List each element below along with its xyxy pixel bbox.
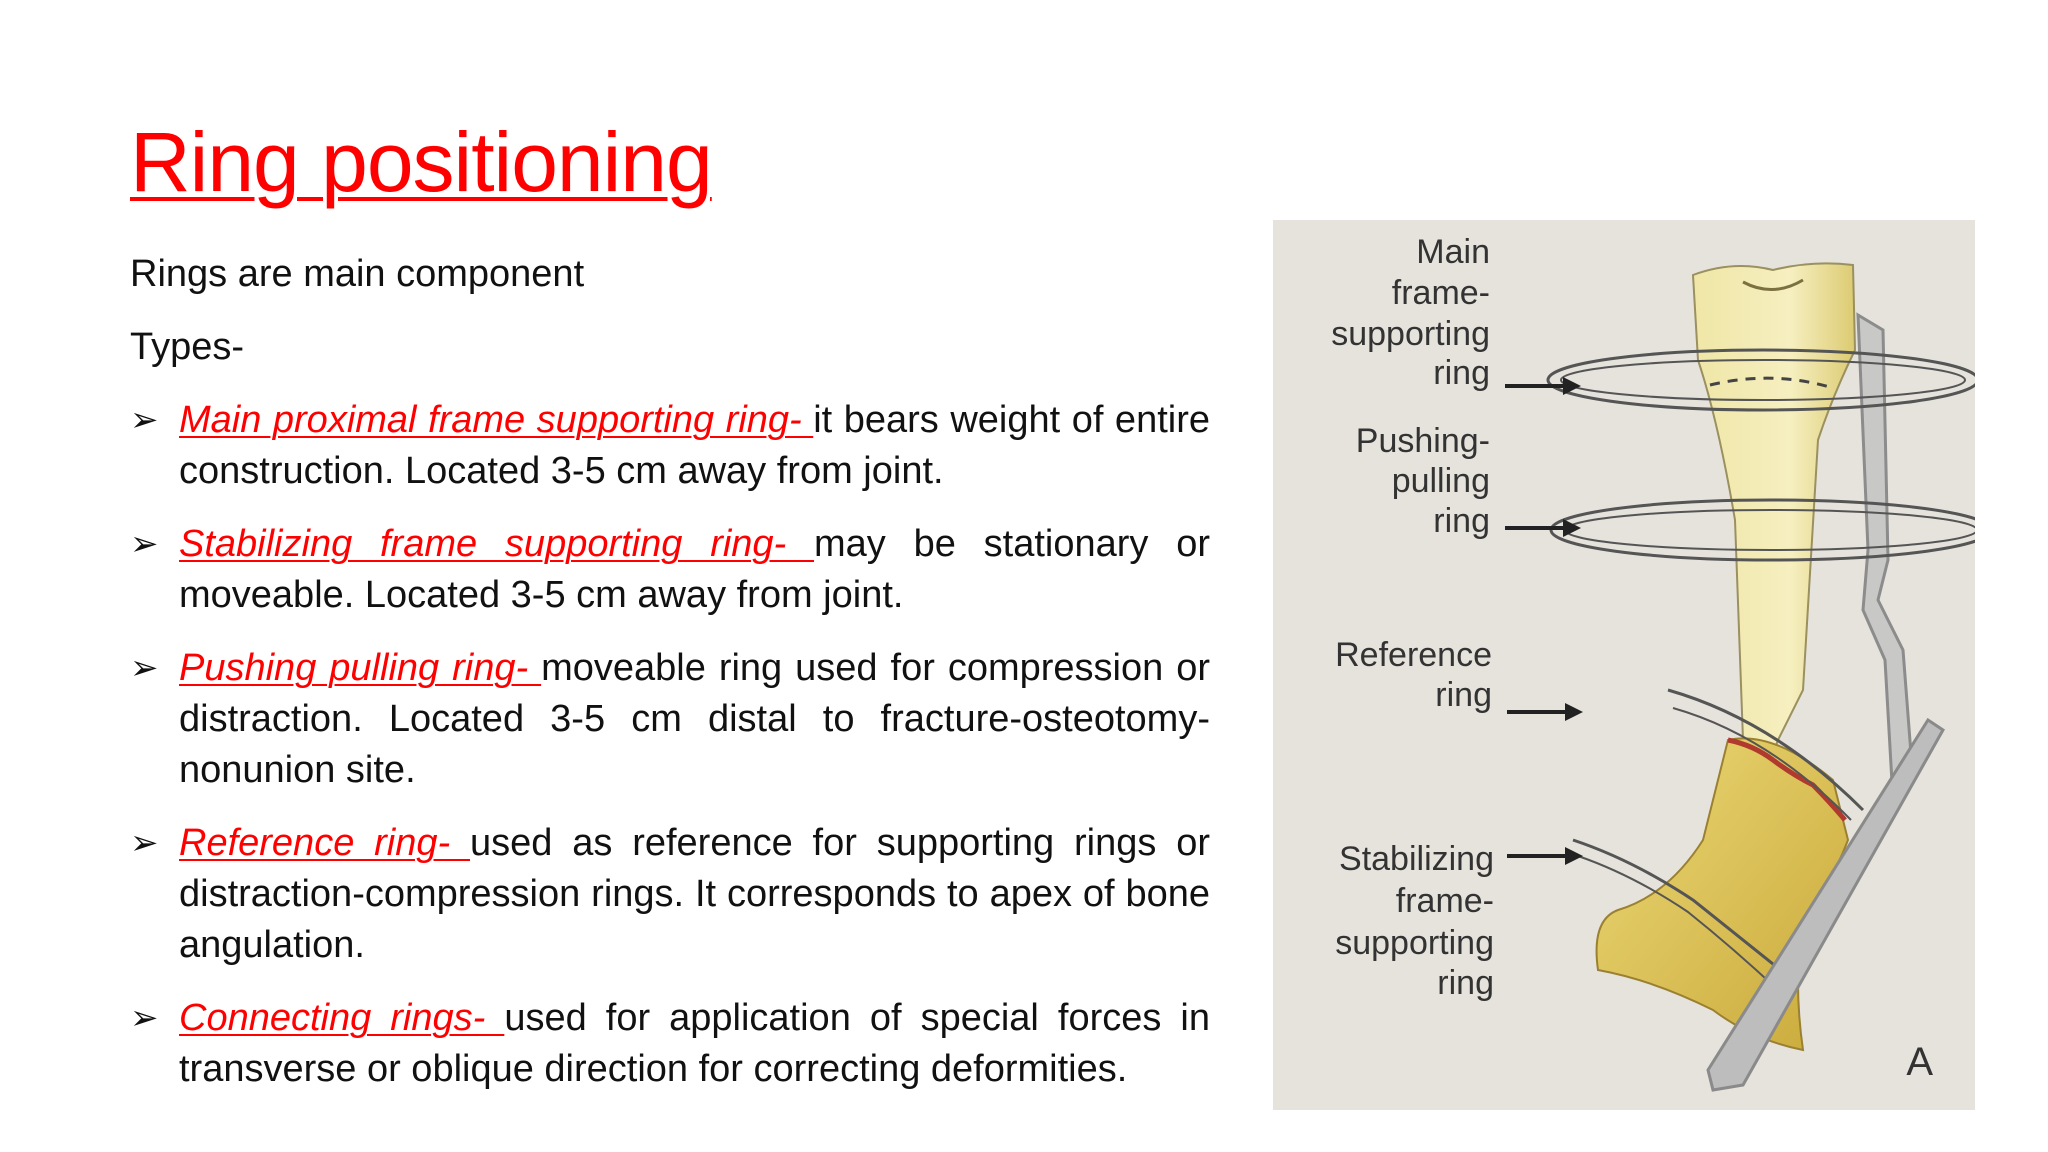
arrow-bullet-icon: ➢ [130,824,159,862]
ring-description: used as reference for supporting rings or distraction-compression rings. It corresponds to apex of bone angulation. [179,822,1210,966]
ring-description: moveable ring used for compression or distraction. Located 3-5 cm distal to fracture-osteotomy-nonunion site. [179,647,1210,791]
ring-types-list [130,395,1210,1117]
ring-term: Main proximal frame supporting ring- [179,399,814,441]
label-reference-line2: ring [1435,676,1492,714]
intro-line: Rings are main component [130,253,585,295]
label-stabilizing-line1: Stabilizing [1339,840,1494,878]
list-item [130,395,1210,497]
label-stabilizing-line3: supporting [1335,924,1494,962]
label-pushing-line2: pulling [1391,462,1490,500]
label-pushing-line3: ring [1433,502,1490,540]
ring-term: Reference ring- [179,822,470,864]
list-item [130,818,1210,971]
ring-description: may be stationary or moveable. Located 3-5 cm away from joint. [179,523,1210,616]
arrow-reference-icon [1507,703,1583,721]
label-reference-line1: Reference [1335,636,1492,674]
arrow-bullet-icon: ➢ [130,525,159,563]
ring-description: it bears weight of entire construction. Located 3-5 cm away from joint. [179,399,1210,492]
tibia-upper-shape [1693,263,1855,780]
types-heading: Types- [130,326,245,368]
ring-term: Stabilizing frame supporting ring- [179,523,815,565]
ring-diagram [1273,220,1975,1110]
panel-letter: A [1906,1040,1933,1084]
label-stabilizing-line2: frame- [1395,882,1494,920]
slide-title: Ring positioning [130,115,712,209]
arrow-bullet-icon: ➢ [130,649,159,687]
ring-term: Connecting rings- [179,997,505,1039]
arrow-bullet-icon: ➢ [130,999,159,1037]
label-main-line4: ring [1433,354,1490,392]
ring-term: Pushing pulling ring- [179,647,542,689]
list-item [130,519,1210,621]
arrow-stabilizing-icon [1507,847,1583,865]
label-stabilizing-line4: ring [1437,964,1494,1002]
ring-diagram-svg [1273,220,1975,1110]
label-pushing-line1: Pushing- [1355,422,1490,460]
list-item [130,643,1210,796]
list-item [130,993,1210,1095]
label-main-line3: supporting [1331,315,1490,353]
ring-description: used for application of special forces in transverse or oblique direction for correcting deformities. [179,997,1210,1090]
label-main-line2: frame- [1391,274,1490,312]
arrow-bullet-icon: ➢ [130,401,159,439]
label-main-line1: Main [1416,233,1490,271]
